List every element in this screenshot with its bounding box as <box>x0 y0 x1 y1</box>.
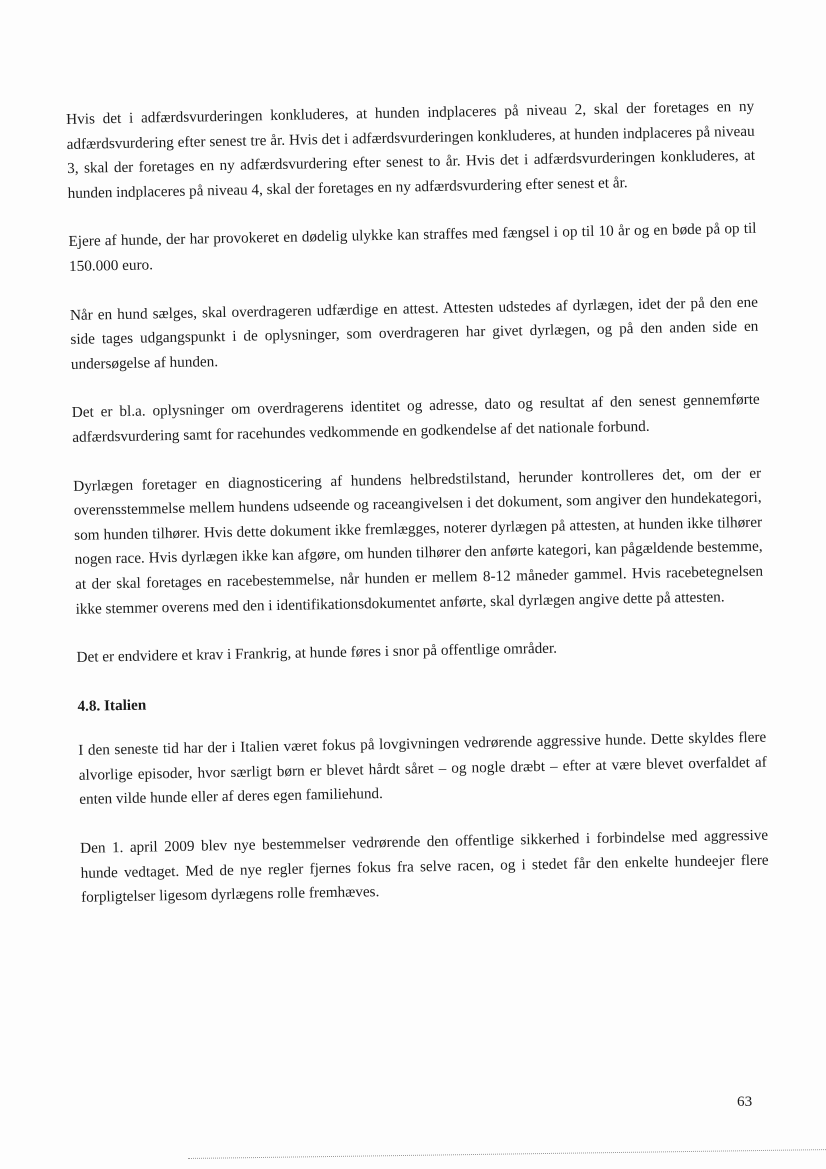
page-body <box>66 95 770 935</box>
paragraph-attest: Når en hund sælges, skal overdrageren udfærdige en attest. Attesten udstedes af dyrlægen, idet der på den ene side tages udgangspunkt i de oplysninger, som overdrageren har givet dyrlægen, og på den anden side en undersøgelse af hunden. <box>69 293 759 373</box>
paragraph-straf: Ejere af hunde, der har provokeret en dødelig ulykke kan straffes med fængsel i op til 10 år og en bøde på op til 150.000 euro. <box>68 220 757 275</box>
page-number: 63 <box>737 1093 753 1110</box>
paragraph-oplysninger: Det er bl.a. oplysninger om overdragerens identitet og adresse, dato og resultat af den senest gennemførte adfærdsvurdering samt for racehundes vedkommende en godkendelse af det nationale forbund. <box>71 391 760 446</box>
paragraph-italien-bestemmelser: Den 1. april 2009 blev nye bestemmelser vedrørende den offentlige sikkerhed i forbindelse med aggressive hunde vedtaget. Med de nye regler fjernes fokus fra selve racen, og i stedet får den enkelte hundeejer flere forpligtelser ligesom dyrlægens rolle fremhæves. <box>80 826 769 907</box>
paragraph-dyrlaege: Dyrlægen foretager en diagnosticering af hundens helbredstilstand, herunder kontrolleres det, om der er overensstemmelse mellem hundens udseende og raceangivelsen i det dokument, som angiver den hundekategori, som hunden tilhører. Hvis dette dokument ikke fremlægges, noterer dyrlægen på attesten, at hunden ikke tilhører nogen race. Hvis dyrlægen ikke kan afgøre, om hunden tilhører den anførte kategori, kan pågældende bestemme, at der skal foretages en racebestemmelse, når hunden er mellem 8-12 måneder gammel. Hvis racebetegnelsen ikke stemmer overens med den i identifikationsdokumentet anførte, skal dyrlægen angive dette på attesten. <box>73 464 764 618</box>
paragraph-italien-fokus: I den seneste tid har der i Italien været fokus på lovgivningen vedrørende aggressive hunde. Dette skyldes flere alvorlige episoder, hvor særligt børn er blevet hårdt såret – og nogle dræbt – efter at være blevet overfaldet af enten vilde hunde eller af deres egen familiehund. <box>78 728 767 809</box>
scan-edge-line <box>188 1149 826 1159</box>
paragraph-snor: Det er endvidere et krav i Frankrig, at hunde føres i snor på offentlige områder. <box>76 639 558 666</box>
section-heading: 4.8. Italien <box>77 696 147 715</box>
paragraph-adfaerdsvurdering: Hvis det i adfærdsvurderingen konkluderes, at hunden indplaceres på niveau 2, skal der foretages en ny adfærdsvurdering efter senest tre år. Hvis det i adfærdsvurderingen konkluderes, at hunden indplaceres på niveau 3, skal der foretages en ny adfærdsvurdering efter senest to år. Hvis det i adfærdsvurderingen konkluderes, at hunden indplaceres på niveau 4, skal der foretages en ny adfærdsvurdering efter senest et år. <box>66 97 756 202</box>
